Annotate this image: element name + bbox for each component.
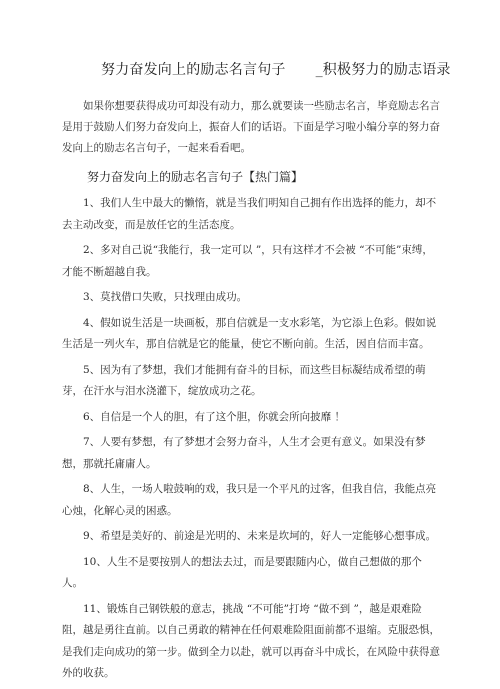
section-heading: 努力奋发向上的励志名言句子【热门篇】 xyxy=(87,170,304,184)
list-item-9: 9、希望是美好的、前途是光明的、未来是坎坷的，好人一定能够心想事成。 xyxy=(83,530,437,542)
list-item-1: 1、我们人生中最大的懒惰，就是当我们明知自己拥有作出选择的能力，却不去主动改变，而是放任它的生活态度。 xyxy=(62,197,437,231)
list-item-3: 3、莫找借口失败，只找理由成功。 xyxy=(83,291,248,303)
list-item-11: 11、锻炼自己钢铁般的意志，挑战 “不可能”打垮 “做不到 ”，越是艰难险阻，越是勇往直前。以自己勇敢的精神在任何艰难险阻面前都不退缩。克服恐惧，是我们走向成功的第一步。做到全力以赴，就可以再奋斗中成长，在风险中获得意外的收获。 xyxy=(62,602,440,679)
list-item-8: 8、人生，一场人啦鼓响的戏，我只是一个平凡的过客，但我自信，我能点亮心烛，化解心灵的困惑。 xyxy=(62,483,437,517)
list-item-10: 10、人生不是要按别人的想法去过，而是要跟随内心，做自己想做的那个人。 xyxy=(62,555,422,589)
title-main: 努力奋发向上的励志名言句子 xyxy=(101,62,286,78)
page-title xyxy=(101,60,451,80)
list-item-6: 6、自信是一个人的胆，有了这个胆，你就会所向披靡 ！ xyxy=(83,410,346,423)
intro-paragraph xyxy=(62,96,442,159)
intro-text: 如果你想要获得成功可却没有动力，那么就要读一些励志名言，毕竟励志名言是用于鼓励人们努力奋发向上，振奋人们的话语。下面是学习啦小编分享的努力奋发向上的励志名言句子，一起来看看吧。 xyxy=(62,100,440,154)
quote-list xyxy=(62,193,440,689)
list-item-2: 2、多对自己说“我能行，我一定可以 ”，只有这样才不会被 “不可能”束缚，才能不断超越自我。 xyxy=(62,244,433,278)
list-item-5: 5、因为有了梦想，我们才能拥有奋斗的目标，而这些目标凝结成希望的萌芽，在汗水与泪水浇灌下，绽放成功之花。 xyxy=(62,363,426,397)
list-item-4: 4、假如说生活是一块画板，那自信就是一支水彩笔，为它添上色彩。假如说生活是一列火车，那自信就是它的能量，使它不断向前。生活，因自信而丰富。 xyxy=(62,316,437,350)
title-subtitle: _积极努力的励志语录 xyxy=(315,62,451,78)
list-item-7: 7、人要有梦想，有了梦想才会努力奋斗，人生才会更有意义。如果没有梦想，那就托庸庸人。 xyxy=(62,436,426,470)
